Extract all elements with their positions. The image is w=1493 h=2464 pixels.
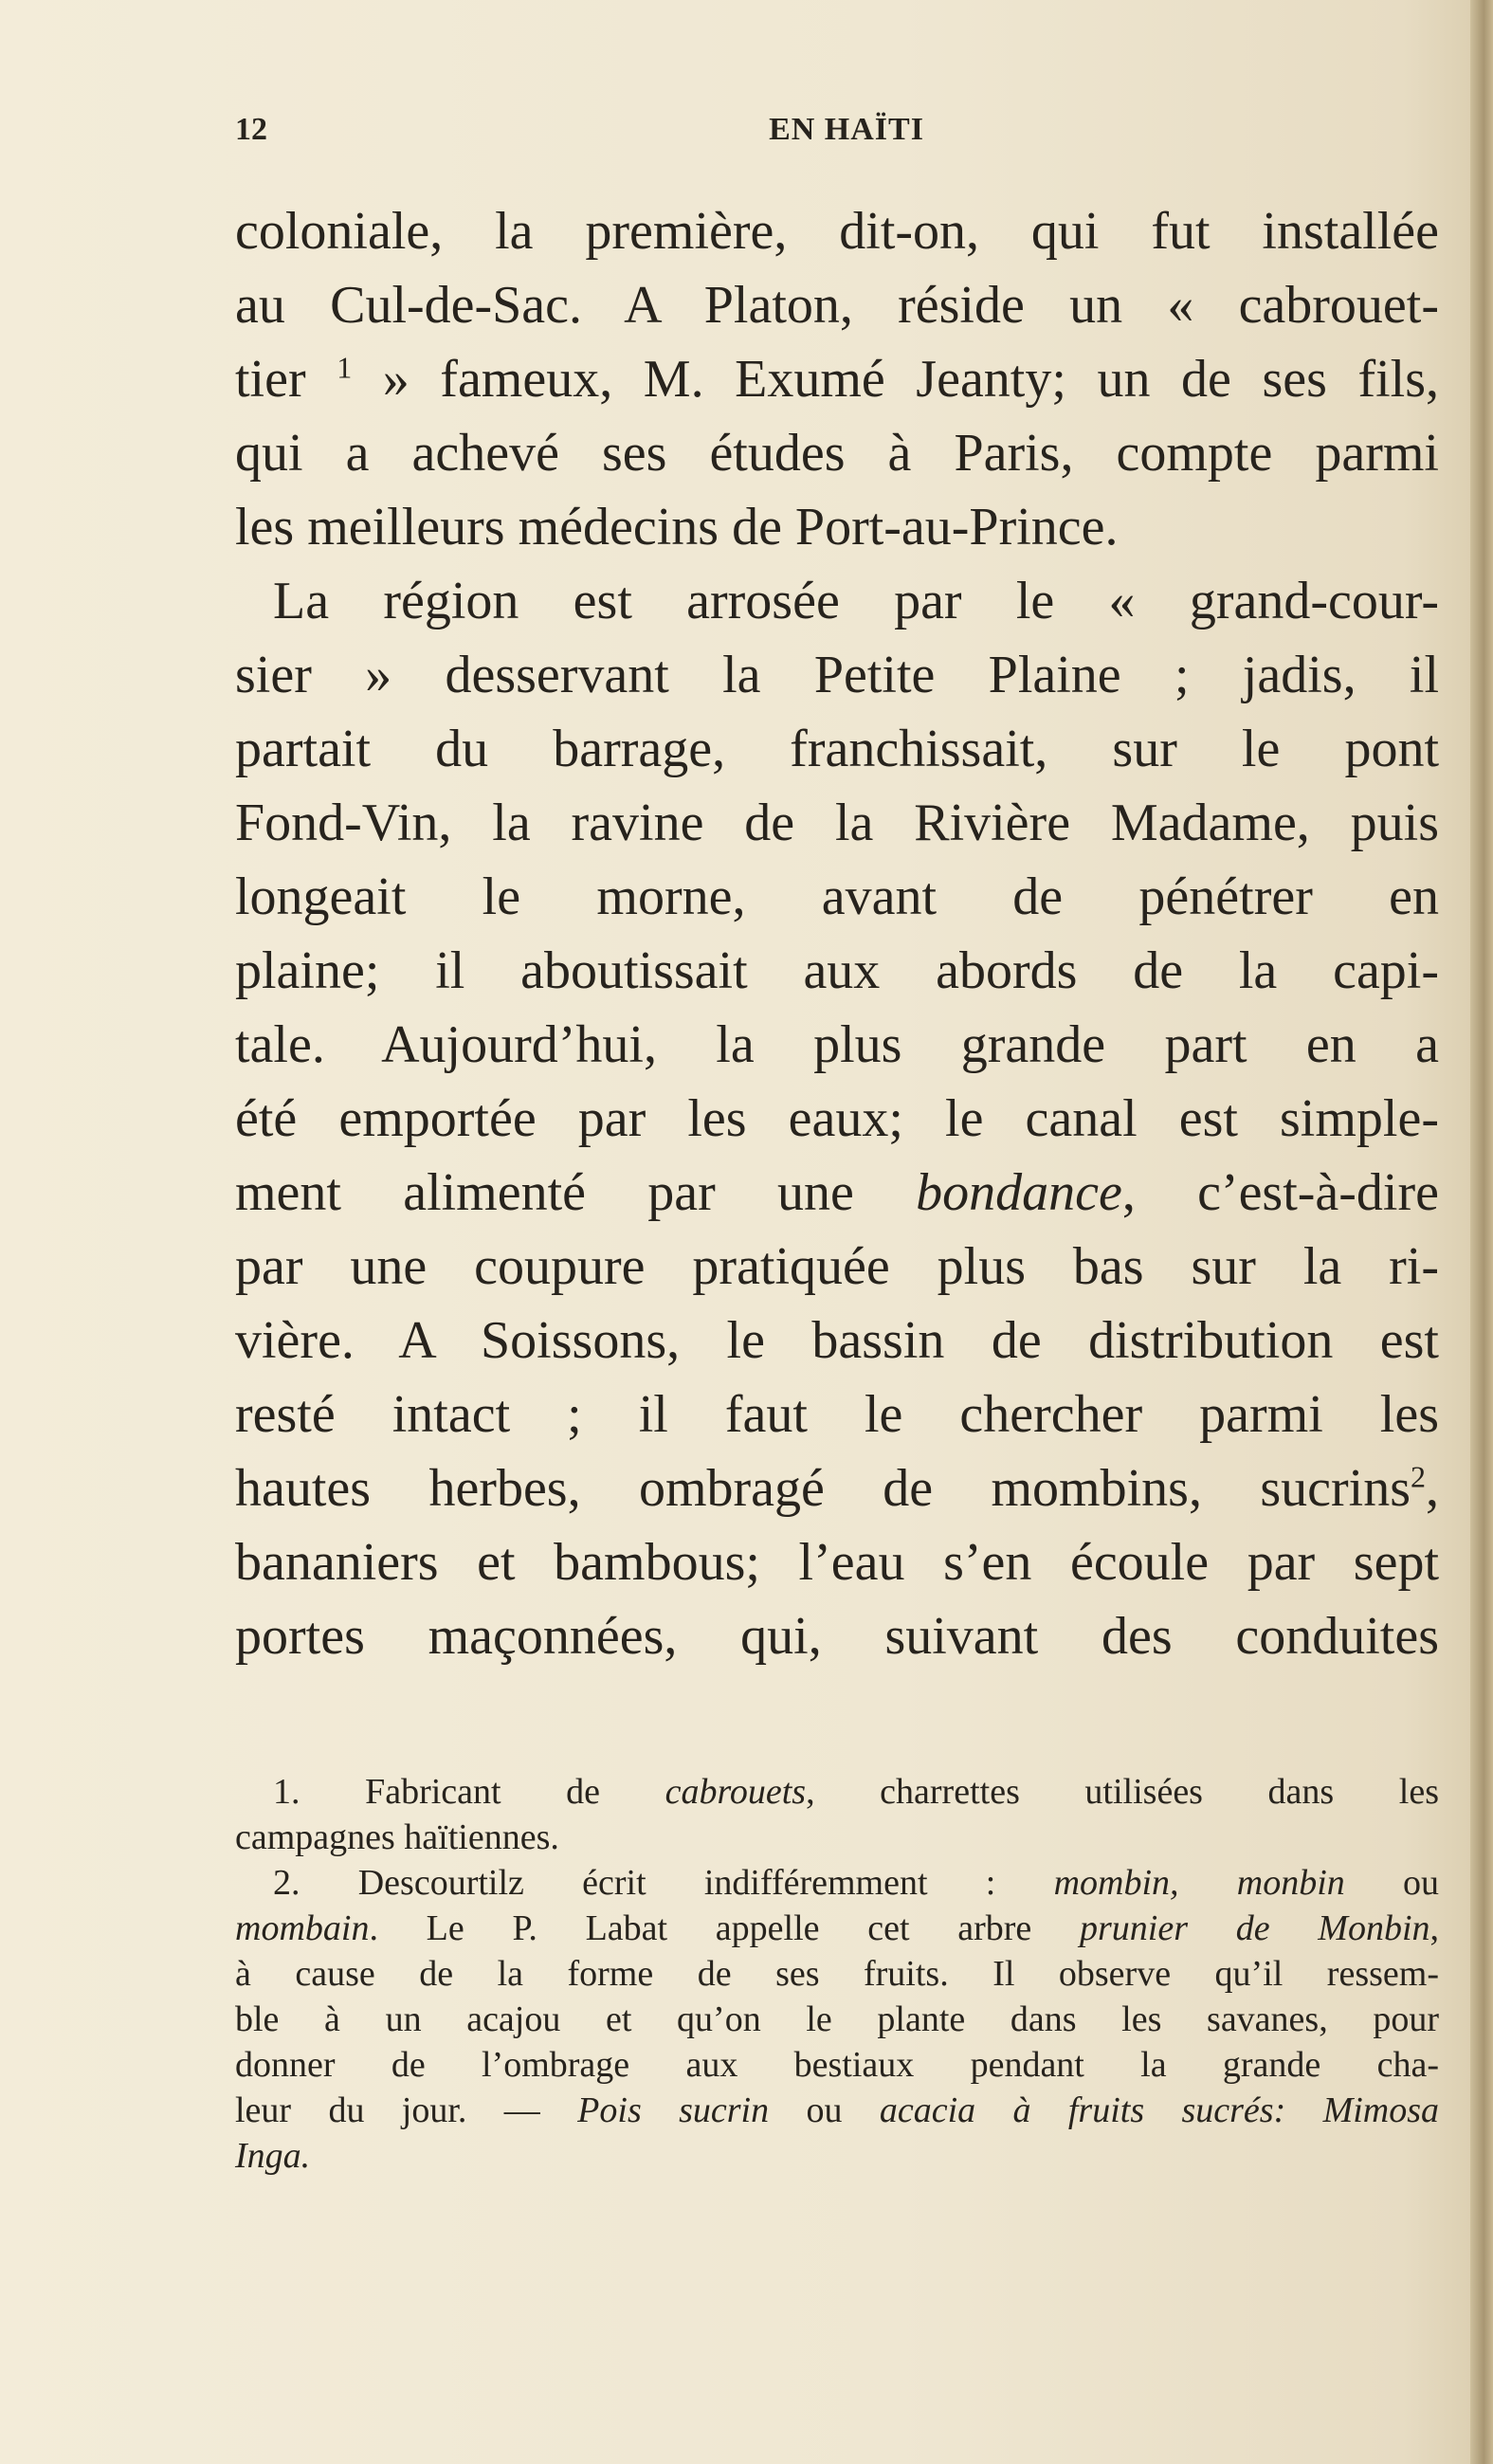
- footnote-2: 2. Descourtilz écrit indifféremment : mombin, monbin ou: [273, 1863, 1440, 1903]
- page-number: 12: [235, 112, 267, 147]
- text-line: au Cul-de-Sac. A Platon, réside un « cabrouet-: [235, 276, 1439, 335]
- text-line: plaine; il aboutissait aux abords de la capi-: [235, 941, 1439, 1000]
- footnote-1: 1. Fabricant de cabrouets, charrettes utilisées dans les: [273, 1772, 1439, 1812]
- text-line: La région est arrosée par le « grand-cour-: [273, 572, 1439, 630]
- text-line: coloniale, la première, dit-on, qui fut installée: [235, 202, 1439, 261]
- text-line: les meilleurs médecins de Port-au-Prince.: [235, 498, 1119, 557]
- footnote-1-cont: campagnes haïtiennes.: [235, 1817, 559, 1857]
- footnote-2-cont: leur du jour. — Pois sucrin ou acacia à fruits sucrés: Mimosa: [235, 2090, 1440, 2130]
- text-line: qui a achevé ses études à Paris, compte parmi: [235, 424, 1439, 483]
- text-line: bananiers et bambous; l’eau s’en écoule par sept: [235, 1533, 1439, 1592]
- footnote-2-cont: ble à un acajou et qu’on le plante dans les savanes, pour: [235, 1999, 1439, 2039]
- text-line: ment alimenté par une bondance, c’est-à-dire: [235, 1163, 1439, 1222]
- text-line: partait du barrage, franchissait, sur le pont: [235, 720, 1439, 778]
- footnote-ref: 1: [337, 350, 353, 385]
- footnote-2-cont: donner de l’ombrage aux bestiaux pendant la grande cha-: [235, 2045, 1439, 2085]
- running-header: [235, 112, 1439, 159]
- footnote-2-cont: mombain. Le P. Labat appelle cet arbre prunier de Monbin,: [235, 1908, 1440, 1948]
- footnotes: [235, 1769, 1439, 2179]
- text-line: Fond-Vin, la ravine de la Rivière Madame, puis: [235, 794, 1439, 852]
- text-line: sier » desservant la Petite Plaine ; jadis, il: [235, 646, 1439, 704]
- footnote-2-cont: Inga.: [235, 2136, 311, 2176]
- text-line: resté intact ; il faut le chercher parmi les: [235, 1385, 1439, 1444]
- text-line: par une coupure pratiquée plus bas sur la ri-: [235, 1237, 1439, 1296]
- italic-term: bondance: [916, 1163, 1122, 1222]
- running-title: EN HAÏTI: [769, 112, 924, 147]
- text-line: portes maçonnées, qui, suivant des conduites: [235, 1607, 1439, 1666]
- text-line: tier $^1$ » fameux, M. Exumé Jeanty; un de ses fils,: [235, 350, 1440, 409]
- text-line: vière. A Soissons, le bassin de distribution est: [235, 1311, 1439, 1370]
- text-line: hautes herbes, ombragé de mombins, sucrins$^2$,: [235, 1459, 1439, 1518]
- page-edge: [1470, 0, 1493, 2464]
- text-line: tale. Aujourd’hui, la plus grande part en a: [235, 1015, 1439, 1074]
- footnote-2-cont: à cause de la forme de ses fruits. Il observe qu’il ressem-: [235, 1954, 1439, 1994]
- text-line: été emportée par les eaux; le canal est simple-: [235, 1089, 1439, 1148]
- text-line: longeait le morne, avant de pénétrer en: [235, 867, 1439, 926]
- body-text: [235, 194, 1439, 1673]
- footnote-ref: 2: [1411, 1459, 1426, 1494]
